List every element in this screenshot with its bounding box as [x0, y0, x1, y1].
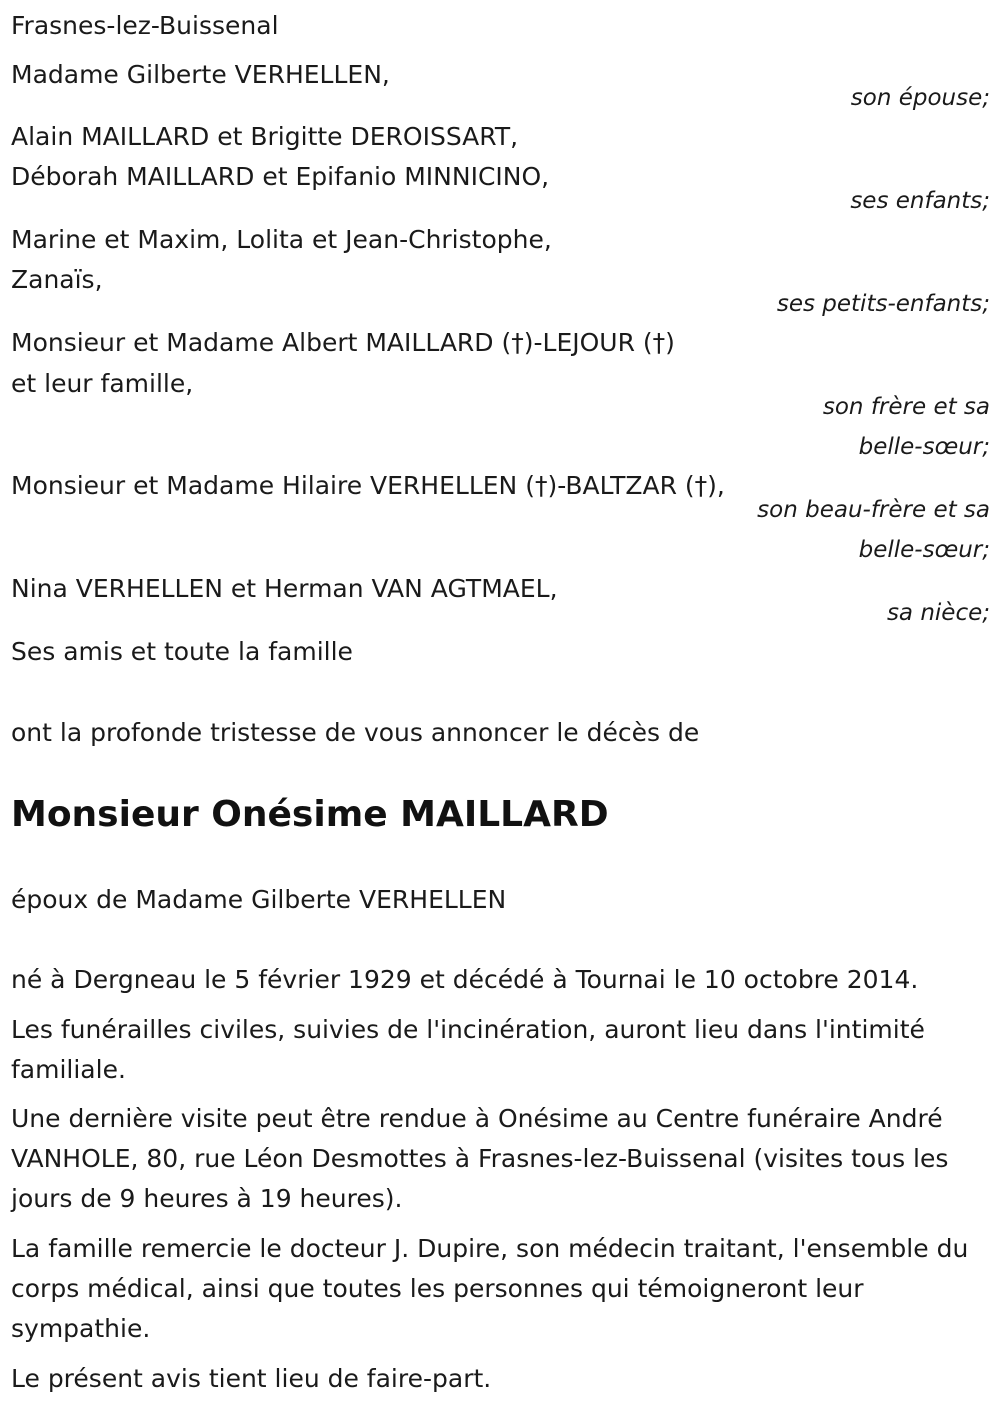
- family-line: et leur famille,: [11, 369, 194, 398]
- deceased-name: Monsieur Onésime MAILLARD: [11, 794, 609, 835]
- family-line: Alain MAILLARD et Brigitte DEROISSART,: [11, 122, 519, 151]
- family-role: belle-sœur;: [858, 537, 990, 563]
- family-line: Déborah MAILLARD et Epifanio MINNICINO,: [11, 162, 550, 191]
- family-line: Nina VERHELLEN et Herman VAN AGTMAEL,: [11, 574, 558, 603]
- family-line: Zanaïs,: [11, 265, 103, 294]
- family-role: ses enfants;: [850, 188, 990, 214]
- family-role: belle-sœur;: [858, 434, 990, 460]
- family-role: son beau-frère et sa: [757, 497, 990, 523]
- thanks-paragraph: La famille remercie le docteur J. Dupire, son médecin traitant, l'ensemble du corps médical, ainsi que toutes les personnes qui témoigneront leur sympathie.: [11, 1234, 969, 1343]
- family-role: sa nièce;: [886, 600, 990, 626]
- location: Frasnes-lez-Buissenal: [11, 11, 279, 40]
- family-role: son frère et sa: [822, 394, 990, 420]
- announcement: ont la profonde tristesse de vous annoncer le décès de: [11, 718, 700, 747]
- family-role: ses petits-enfants;: [776, 291, 990, 317]
- closing-line: Le présent avis tient lieu de faire-part.: [11, 1364, 492, 1393]
- friends-line: Ses amis et toute la famille: [11, 637, 353, 666]
- birth-death: né à Dergneau le 5 février 1929 et décédé à Tournai le 10 octobre 2014.: [11, 965, 919, 994]
- family-line: Monsieur et Madame Hilaire VERHELLEN (†)-BALTZAR (†),: [11, 471, 725, 500]
- visit-paragraph: Une dernière visite peut être rendue à Onésime au Centre funéraire André VANHOLE, 80, rue Léon Desmottes à Frasnes-lez-Buissenal (visites tous les jours de 9 heures à 19 heures).: [11, 1104, 949, 1213]
- funeral-paragraph: Les funérailles civiles, suivies de l'incinération, auront lieu dans l'intimité familiale.: [11, 1015, 925, 1084]
- family-line: Marine et Maxim, Lolita et Jean-Christophe,: [11, 225, 552, 254]
- family-role: son épouse;: [850, 85, 990, 111]
- family-line: Madame Gilberte VERHELLEN,: [11, 60, 390, 89]
- spouse-of: époux de Madame Gilberte VERHELLEN: [11, 885, 507, 914]
- family-line: Monsieur et Madame Albert MAILLARD (†)-LEJOUR (†): [11, 328, 675, 357]
